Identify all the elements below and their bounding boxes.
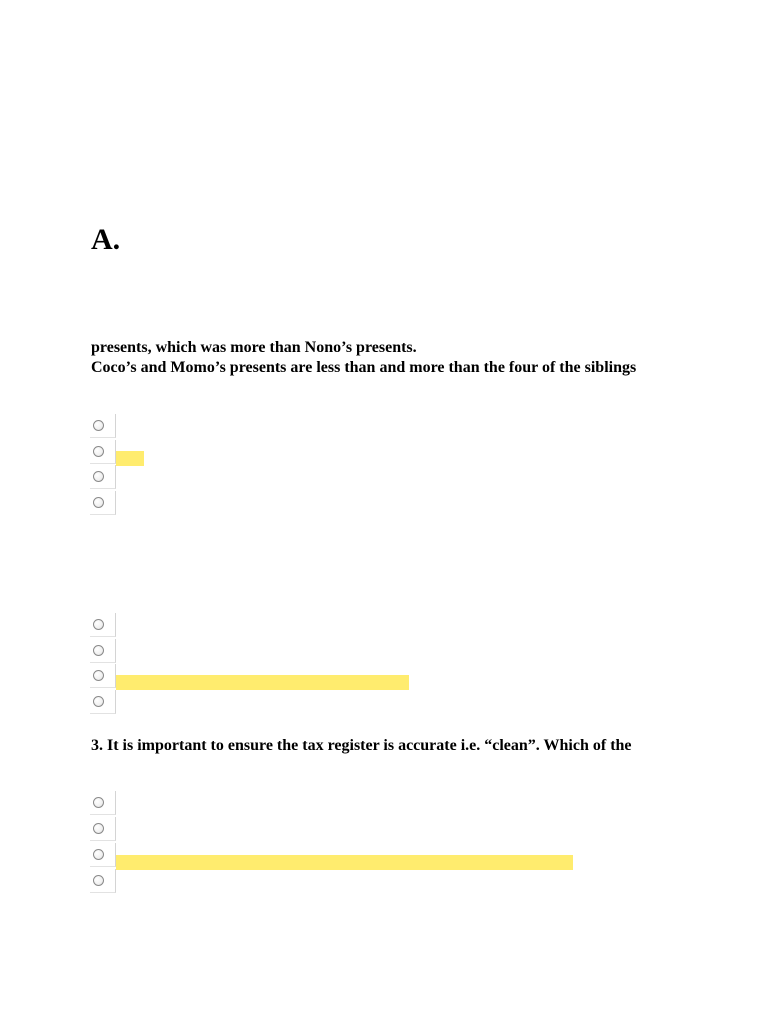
option-2-1[interactable] [90,613,116,637]
option-1-3[interactable] [90,465,116,489]
radio-button[interactable] [93,420,104,431]
section-heading: A. [91,223,121,256]
radio-button[interactable] [93,471,104,482]
radio-button[interactable] [93,875,104,886]
radio-button[interactable] [93,645,104,656]
question-text-line-2: Coco’s and Momo’s presents are less than and more than the four of the siblings [91,359,637,376]
option-1-1[interactable] [90,414,116,438]
radio-button[interactable] [93,497,104,508]
radio-button[interactable] [93,696,104,707]
question-3-text: 3. It is important to ensure the tax register is accurate i.e. “clean”. Which of the [91,737,632,754]
radio-button[interactable] [93,849,104,860]
option-3-1[interactable] [90,791,116,815]
answer-highlight [116,675,409,690]
option-1-4[interactable] [90,491,116,515]
option-2-2[interactable] [90,639,116,663]
option-2-4[interactable] [90,690,116,714]
answer-highlight [116,451,144,466]
radio-button[interactable] [93,619,104,630]
radio-button[interactable] [93,670,104,681]
radio-button[interactable] [93,797,104,808]
question-text-line-1: presents, which was more than Nono’s presents. [91,339,417,356]
option-3-2[interactable] [90,817,116,841]
option-2-3[interactable] [90,664,116,688]
option-1-2[interactable] [90,440,116,464]
option-3-4[interactable] [90,869,116,893]
answer-highlight [116,855,573,870]
option-3-3[interactable] [90,843,116,867]
radio-button[interactable] [93,446,104,457]
radio-button[interactable] [93,823,104,834]
